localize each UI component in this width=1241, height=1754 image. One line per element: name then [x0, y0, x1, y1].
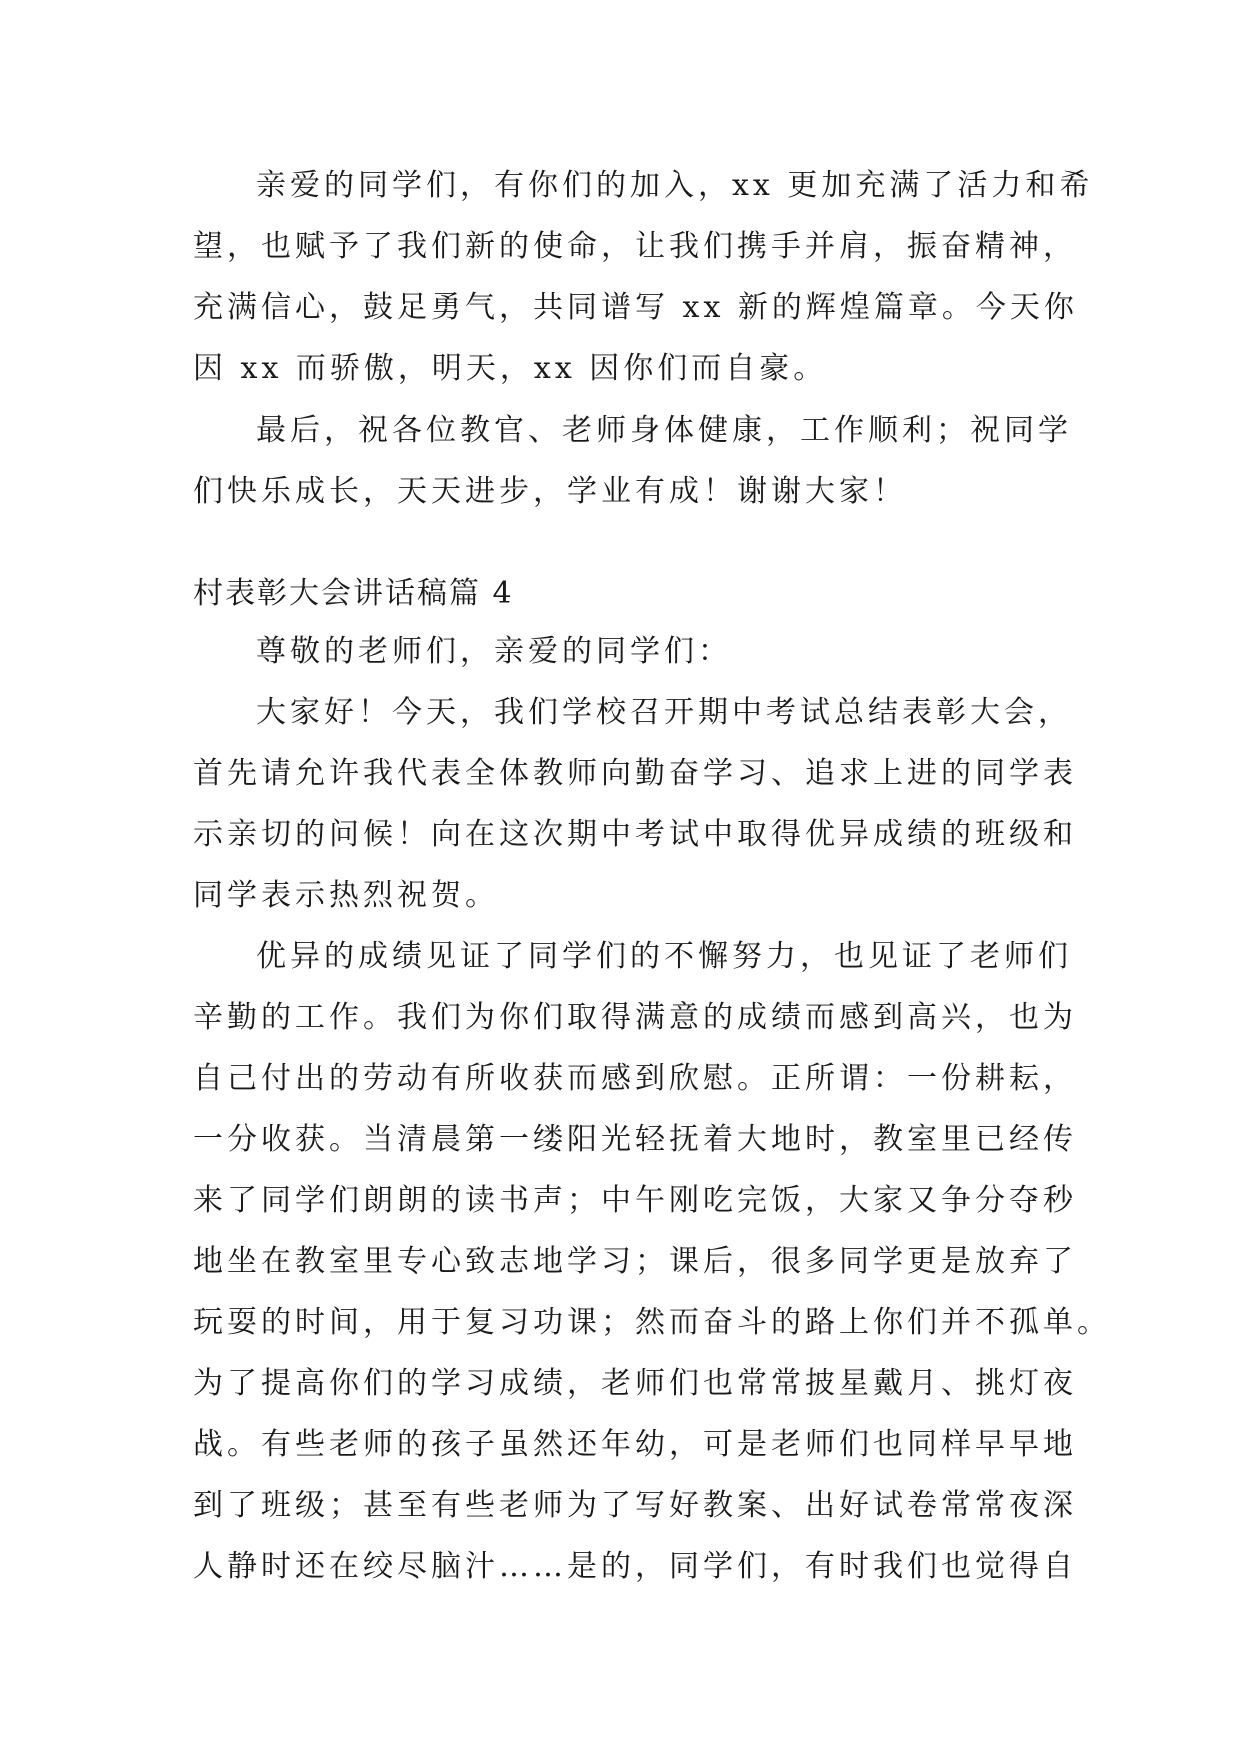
text-line: 望，也赋予了我们新的使命，让我们携手并肩，振奋精神，	[193, 229, 1077, 264]
text-line: 辛勤的工作。我们为你们取得满意的成绩而感到高兴，也为	[193, 1000, 1077, 1035]
speech-body	[193, 621, 1111, 1597]
text-line: 一分收获。当清晨第一缕阳光轻抚着大地时，教室里已经传	[193, 1122, 1077, 1157]
text-line: 示亲切的问候！向在这次期中考试中取得优异成绩的班级和	[193, 817, 1077, 852]
section-heading: 村表彰大会讲话稿篇 4	[193, 576, 514, 611]
text-line: 大家好！今天，我们学校召开期中考试总结表彰大会，	[256, 695, 1072, 730]
text-line: 优异的成绩见证了同学们的不懈努力，也见证了老师们	[256, 939, 1072, 974]
paragraph-closing	[193, 400, 1072, 522]
text-line: 同学表示热烈祝贺。	[193, 878, 499, 913]
text-line: 最后，祝各位教官、老师身体健康，工作顺利；祝同学	[256, 413, 1072, 448]
salutation: 尊敬的老师们，亲爱的同学们：	[256, 634, 732, 669]
text-line: 为了提高你们的学习成绩，老师们也常常披星戴月、挑灯夜	[193, 1366, 1077, 1401]
text-line: 亲爱的同学们，有你们的加入，xx 更加充满了活力和希	[256, 168, 1094, 203]
text-line: 因 xx 而骄傲，明天，xx 因你们而自豪。	[193, 351, 828, 386]
text-line: 充满信心，鼓足勇气，共同谱写 xx 新的辉煌篇章。今天你	[193, 290, 1078, 325]
text-line: 地坐在教室里专心致志地学习；课后，很多同学更是放弃了	[193, 1244, 1077, 1279]
text-line: 人静时还在绞尽脑汁……是的，同学们，有时我们也觉得自	[193, 1549, 1077, 1584]
text-line: 自己付出的劳动有所收获而感到欣慰。正所谓：一份耕耘，	[193, 1061, 1077, 1096]
text-line: 玩耍的时间，用于复习功课；然而奋斗的路上你们并不孤单。	[193, 1305, 1111, 1340]
paragraph-welcome	[193, 155, 1094, 399]
text-line: 到了班级；甚至有些老师为了写好教案、出好试卷常常夜深	[193, 1488, 1077, 1523]
text-line: 来了同学们朗朗的读书声；中午刚吃完饭，大家又争分夺秒	[193, 1183, 1077, 1218]
text-line: 们快乐成长，天天进步，学业有成！谢谢大家！	[193, 474, 907, 509]
text-line: 首先请允许我代表全体教师向勤奋学习、追求上进的同学表	[193, 756, 1077, 791]
text-line: 战。有些老师的孩子虽然还年幼，可是老师们也同样早早地	[193, 1427, 1077, 1462]
